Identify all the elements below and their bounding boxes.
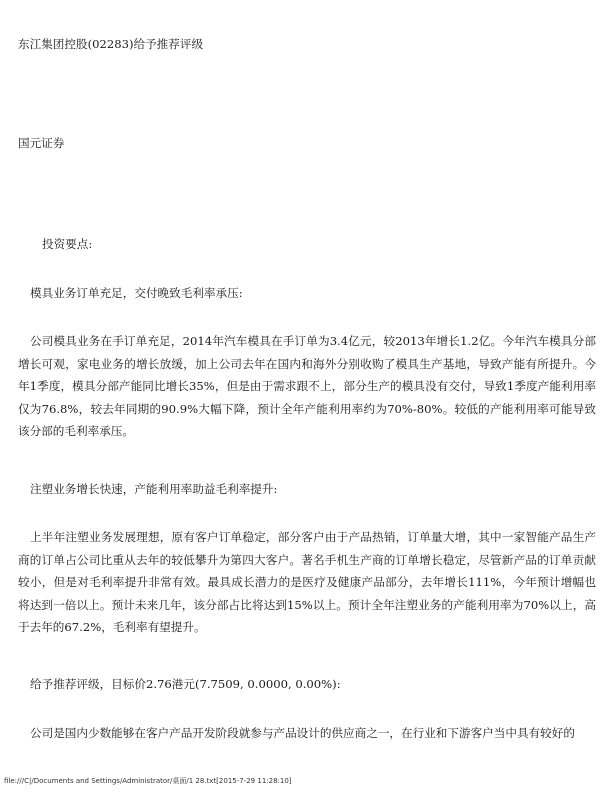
file-path-footer: file:///C|/Documents and Settings/Administrator/桌面/1 28.txt[2015-7-29 11:28:10]: [4, 777, 292, 785]
section-1-heading: 模具业务订单充足，交付晚致毛利率承压:: [30, 286, 243, 300]
section-2-heading: 注塑业务增长快速，产能利用率助益毛利率提升:: [30, 482, 278, 496]
section-3-heading: 给予推荐评级，目标价2.76港元(7.7509, 0.0000, 0.00%):: [30, 677, 341, 691]
source-label: 国元证券: [18, 136, 65, 150]
section-2-body: 上半年注塑业务发展理想，原有客户订单稳定，部分客户由于产品热销，订单量大增，其中一家智能产品生产商的订单占公司比重从去年的较低攀升为第四大客户。著名手机生产商的订单增长稳定，尽管新产品的订单贡献较小，但是对毛利率提升非常有效。最具成长潜力的是医疗及健康产品部分，去年增长111%，今年预计增幅也将达到一倍以上。预计未来几年，该分部占比将达到15%以上。预计全年注塑业务的产能利用率为70%以上，高于去年的67.2%，毛利率有望提升。: [18, 530, 596, 635]
section-1-body: 公司模具业务在手订单充足，2014年汽车模具在手订单为3.4亿元，较2013年增长1.2亿。今年汽车模具分部增长可观，家电业务的增长放缓，加上公司去年在国内和海外分别收购了模具生产基地，导致产能有所提升。今年1季度，模具分部产能同比增长35%，但是由于需求跟不上，部分生产的模具没有交付，导致1季度产能利用率仅为76.8%，较去年同期的90.9%大幅下降，预计全年产能利用率约为70%-80%。较低的产能利用率可能导致该分部的毛利率承压。: [18, 334, 596, 439]
section-3-body: 公司是国内少数能够在客户产品开发阶段就参与产品设计的供应商之一，在行业和下游客户当中具有较好的: [30, 726, 575, 740]
section-heading: 投资要点:: [42, 237, 93, 251]
document-title: 东江集团控股(02283)给予推荐评级: [18, 37, 204, 51]
